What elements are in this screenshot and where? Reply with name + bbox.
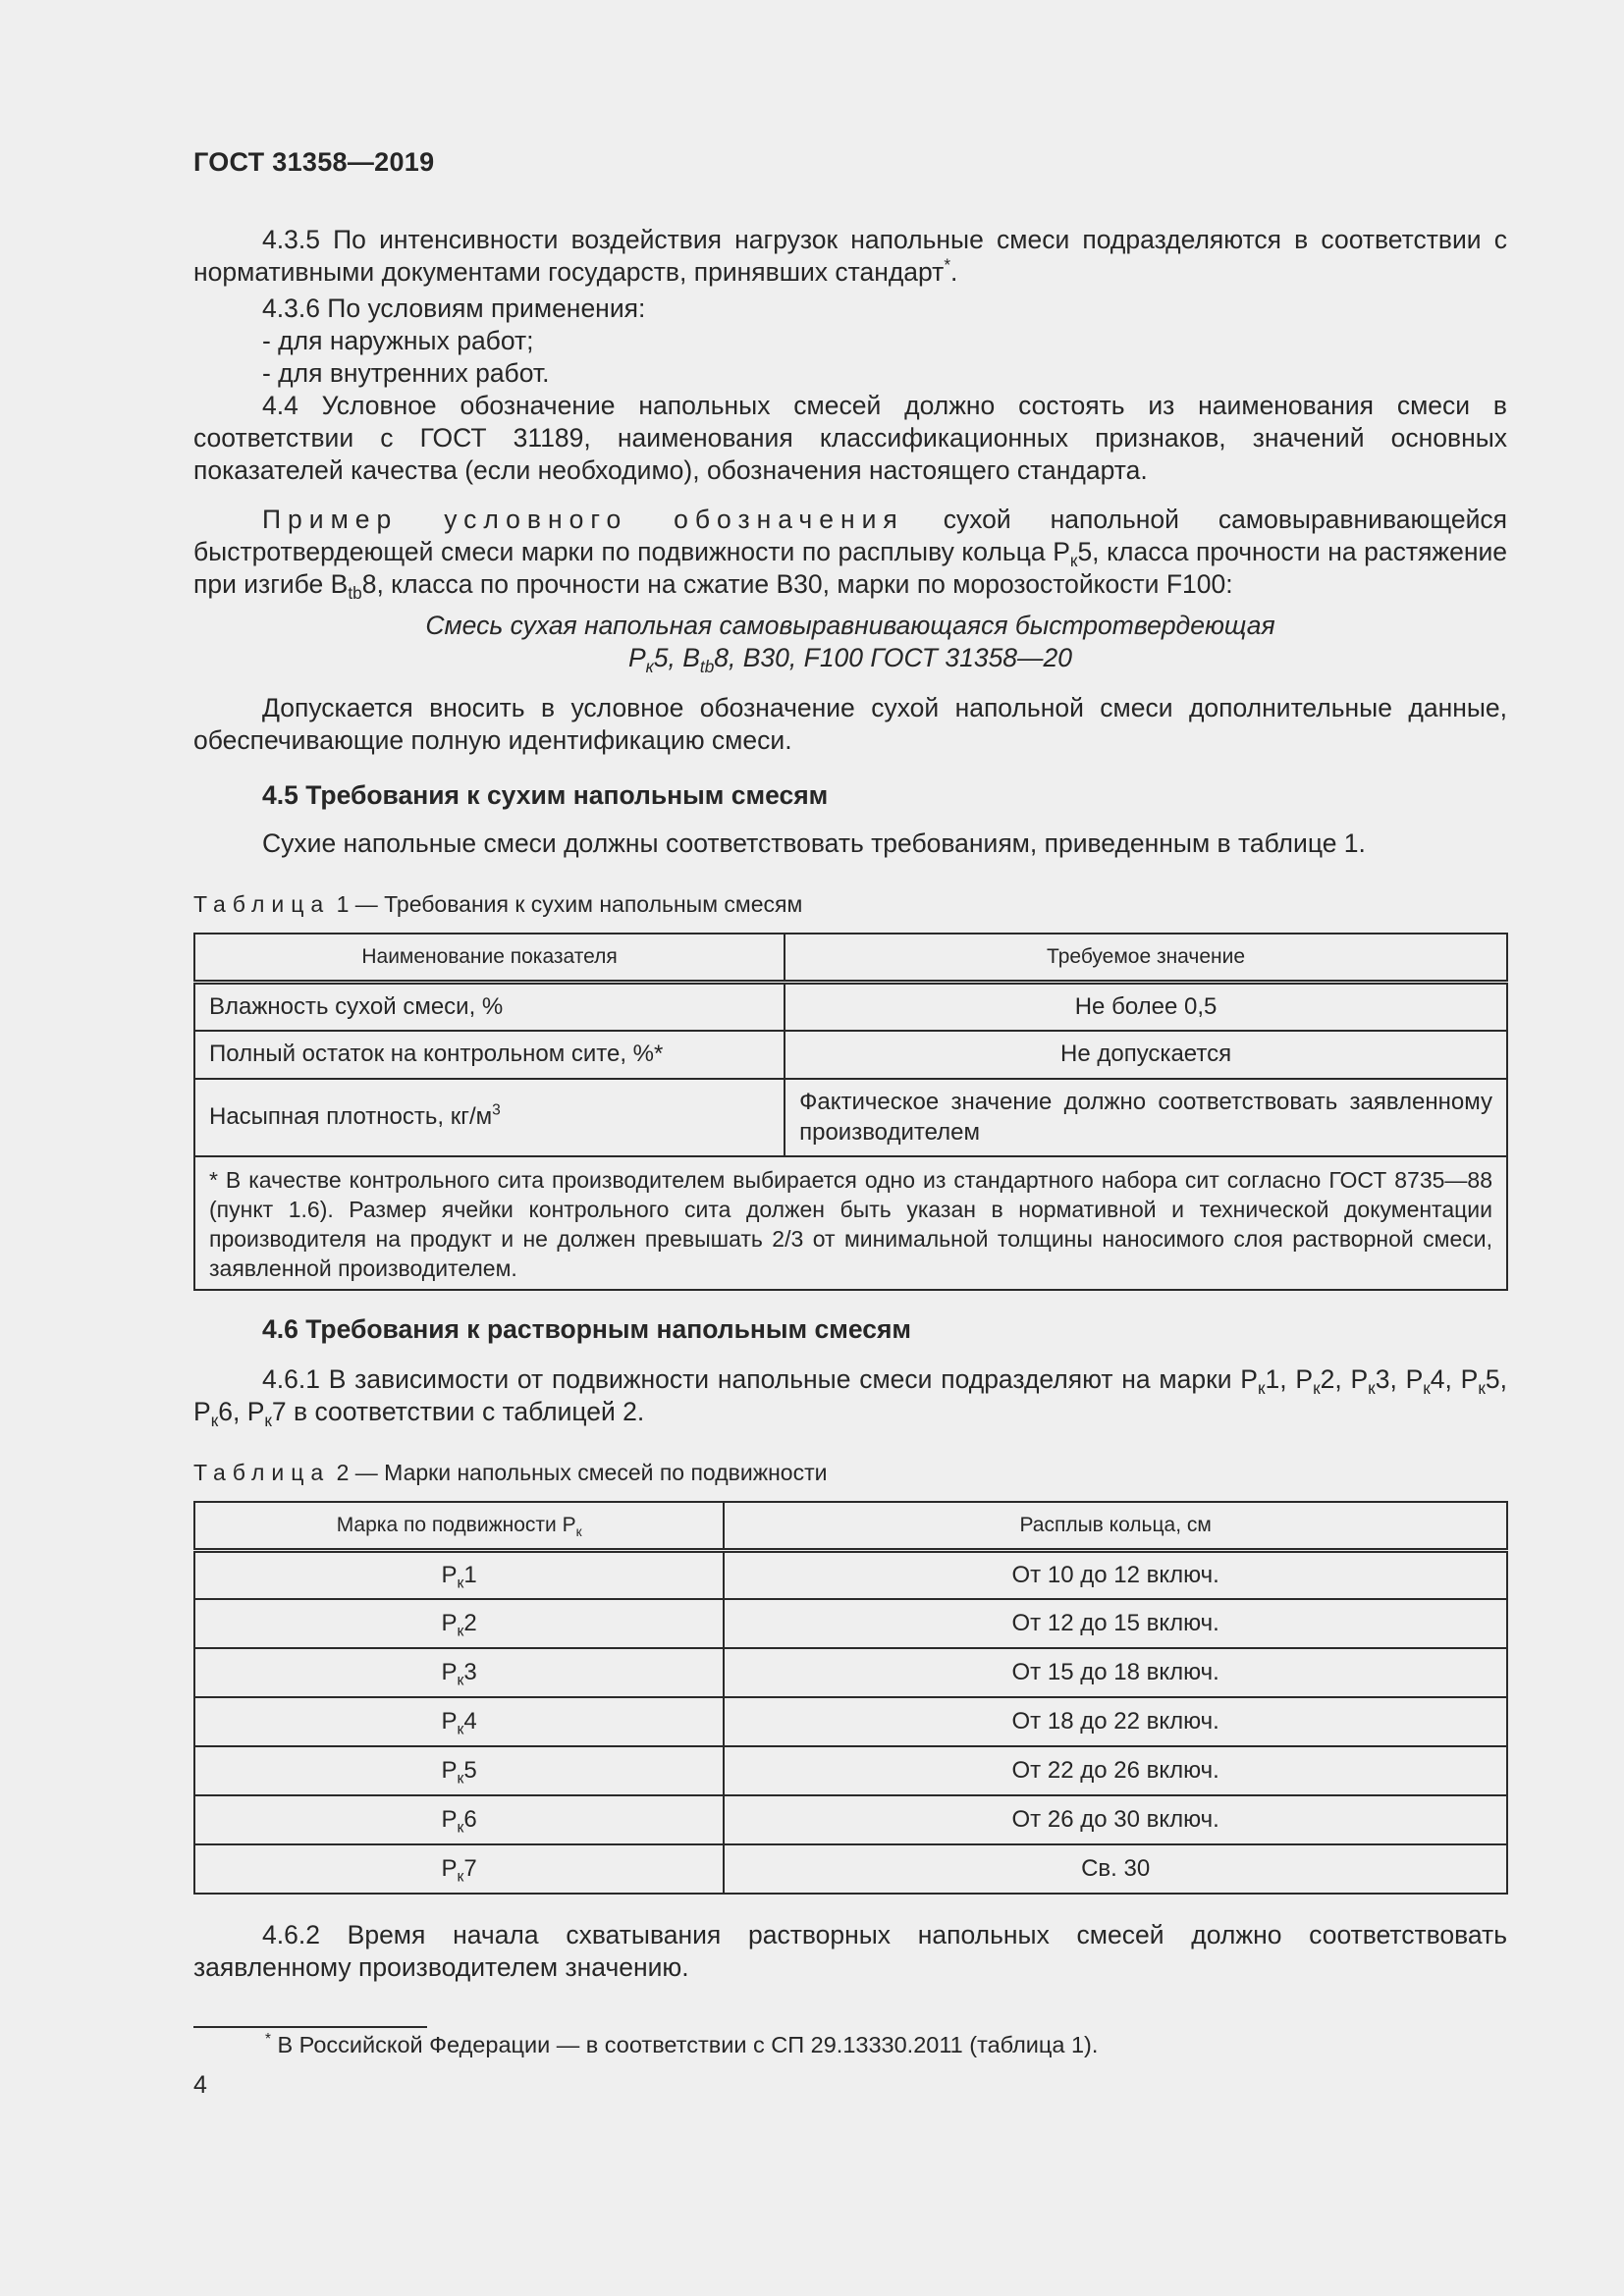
table-cell: Не допускается	[785, 1031, 1507, 1079]
page-number: 4	[193, 2071, 207, 2099]
table-cell	[194, 1795, 724, 1844]
cell-text: 3	[463, 1658, 477, 1685]
column-header: Требуемое значение	[785, 934, 1507, 983]
subscript: tb	[348, 583, 362, 604]
paragraph-text: 4, Р	[1430, 1364, 1479, 1394]
example-lead: Пример условного обозначения	[262, 505, 904, 534]
cell-text: Р	[441, 1854, 458, 1882]
table-row	[194, 1031, 1507, 1079]
table-row	[194, 1079, 1507, 1156]
paragraph-text: 3, Р	[1375, 1364, 1424, 1394]
cell-text: 6	[463, 1805, 477, 1833]
cell-text: 5	[463, 1756, 477, 1784]
example-text: 8, класса по прочности на сжатие В30, марки по морозостойкости F100:	[361, 569, 1233, 599]
table-cell	[194, 1551, 724, 1599]
list-item: - для наружных работ;	[262, 326, 534, 355]
paragraph-4-5: Сухие напольные смеси должны соответствовать требованиям, приведенным в таблице 1.	[262, 828, 1366, 858]
subscript: к	[457, 1671, 464, 1688]
paragraph-end: .	[950, 257, 958, 287]
example-paragraph	[193, 504, 1507, 604]
table-row	[194, 983, 1507, 1031]
table-cell	[194, 1844, 724, 1894]
caption-label: Таблица	[193, 891, 331, 917]
cell-text: 4	[463, 1707, 477, 1735]
table2-caption	[193, 1460, 827, 1486]
paragraph-allow: Допускается вносить в условное обозначение сухой напольной смеси дополнительные данные, обеспечивающие полную идентификацию смеси.	[193, 693, 1507, 755]
cell-text: Р	[441, 1707, 458, 1735]
paragraph-4-4: 4.4 Условное обозначение напольных смесей должно состоять из наименования смеси в соответствии с ГОСТ 31189, наименования классификационных признаков, значений основных показателей качества (если необходимо), обозначения настоящего стандарта.	[193, 391, 1507, 485]
designation-part: Р	[627, 643, 646, 672]
table-row	[194, 1746, 1507, 1795]
paragraph-4-3-6: 4.3.6 По условиям применения:	[262, 294, 646, 323]
subscript: к	[645, 657, 654, 677]
subscript: к	[457, 1622, 464, 1639]
table-cell: От 12 до 15 включ.	[724, 1599, 1507, 1648]
table1-caption	[193, 891, 802, 918]
table-cell	[194, 1746, 724, 1795]
table-cell: От 26 до 30 включ.	[724, 1795, 1507, 1844]
cell-text: 1	[463, 1561, 477, 1588]
subscript: к	[457, 1867, 464, 1885]
subscript: к	[457, 1575, 464, 1592]
superscript: 3	[492, 1101, 501, 1119]
example-text: сухой напольной самовыравнивающейся быстротвердеющей смеси марки по подвижности по расплыву кольца Р	[193, 505, 1507, 566]
subscript: к	[210, 1411, 219, 1431]
table-row	[194, 1697, 1507, 1746]
footnote-separator	[193, 2026, 427, 2028]
subscript: к	[264, 1411, 272, 1431]
subscript: к	[457, 1720, 464, 1737]
table-cell: Не более 0,5	[785, 983, 1507, 1031]
table-1	[193, 933, 1508, 1291]
paragraph-text: 7 в соответствии с таблицей 2.	[271, 1397, 645, 1426]
caption-label: Таблица	[193, 1460, 331, 1485]
subscript: tb	[699, 657, 715, 677]
subscript: к	[1368, 1378, 1376, 1399]
table-row	[194, 1844, 1507, 1894]
paragraph-4-3-5	[193, 224, 1507, 289]
column-header: Наименование показателя	[194, 934, 785, 983]
cell-text: Р	[441, 1658, 458, 1685]
paragraph-4-6-2: 4.6.2 Время начала схватывания растворных напольных смесей должно соответствовать заявленному производителем значению.	[193, 1920, 1507, 1982]
table-cell: Влажность сухой смеси, %	[194, 983, 785, 1031]
designation-part: 5, В	[653, 643, 700, 672]
table-cell: От 15 до 18 включ.	[724, 1648, 1507, 1697]
cell-text: Р	[441, 1561, 458, 1588]
table-2	[193, 1501, 1508, 1895]
subscript: к	[1478, 1378, 1486, 1399]
designation-part: 8, В30, F100 ГОСТ 31358—20	[714, 643, 1073, 672]
table-cell: Полный остаток на контрольном сите, %*	[194, 1031, 785, 1079]
subscript: к	[1069, 551, 1078, 571]
table-cell	[194, 1079, 785, 1156]
table-row	[194, 1648, 1507, 1697]
cell-text: 7	[463, 1854, 477, 1882]
table-row	[194, 1795, 1507, 1844]
footnote-marker: *	[265, 2030, 271, 2048]
subscript: к	[457, 1769, 464, 1787]
paragraph-text: 5, Р	[193, 1364, 1507, 1426]
table-row	[194, 1551, 1507, 1599]
table-cell: Фактическое значение должно соответствовать заявленному производителем	[785, 1079, 1507, 1156]
example-text: 5, класса прочности на растяжение при изгибе В	[193, 537, 1507, 599]
example-designation-line1: Смесь сухая напольная самовыравнивающаяся быстротвердеющая	[425, 611, 1275, 640]
table-note-row	[194, 1156, 1507, 1290]
footnote-text: В Российской Федерации — в соответствии с СП 29.13330.2011 (таблица 1).	[270, 2032, 1099, 2057]
table-cell	[194, 1599, 724, 1648]
subscript: к	[1313, 1378, 1321, 1399]
cell-text: Р	[441, 1756, 458, 1784]
table-cell: От 18 до 22 включ.	[724, 1697, 1507, 1746]
paragraph-text: 4.3.5 По интенсивности воздействия нагрузок напольные смеси подразделяются в соответствии с нормативными документами государств, принявших стандарт	[193, 225, 1507, 287]
column-header	[194, 1502, 724, 1551]
table-cell	[194, 1648, 724, 1697]
cell-text: Р	[441, 1805, 458, 1833]
section-heading-4-5: 4.5 Требования к сухим напольным смесям	[262, 780, 829, 810]
header-text: Марка по подвижности Р	[336, 1514, 576, 1536]
cell-text: 2	[463, 1609, 477, 1636]
subscript: к	[575, 1523, 582, 1539]
column-header: Расплыв кольца, см	[724, 1502, 1507, 1551]
table-cell: Св. 30	[724, 1844, 1507, 1894]
paragraph-text: 4.6.1 В зависимости от подвижности напольные смеси подразделяют на марки Р	[262, 1364, 1258, 1394]
cell-text: Р	[441, 1609, 458, 1636]
paragraph-text: 6, Р	[218, 1397, 265, 1426]
table-cell: От 10 до 12 включ.	[724, 1551, 1507, 1599]
caption-text: 1 — Требования к сухим напольным смесям	[330, 891, 803, 917]
subscript: к	[457, 1818, 464, 1836]
subscript: к	[1423, 1378, 1431, 1399]
paragraph-text: 2, Р	[1320, 1364, 1369, 1394]
subscript: к	[1257, 1378, 1266, 1399]
table-header-row	[194, 1502, 1507, 1551]
example-designation-line2	[193, 642, 1507, 677]
section-heading-4-6: 4.6 Требования к растворным напольным смесям	[262, 1314, 912, 1344]
list-item: - для внутренних работ.	[262, 358, 550, 388]
table-note: * В качестве контрольного сита производителем выбирается одно из стандартного набора сит согласно ГОСТ 8735—88 (пункт 1.6). Размер ячейки контрольного сита должен быть указан в нормативной и технической документации производителя на продукт и не должен превышать 2/3 от минимальной толщины наносимого слоя растворной смеси, заявленной производителем.	[194, 1156, 1507, 1290]
table-row	[194, 1599, 1507, 1648]
document-header: ГОСТ 31358—2019	[193, 147, 435, 177]
table-header-row	[194, 934, 1507, 983]
table-cell	[194, 1697, 724, 1746]
paragraph-4-6-1	[193, 1363, 1507, 1431]
table-cell: От 22 до 26 включ.	[724, 1746, 1507, 1795]
footnote	[265, 2032, 1098, 2058]
footnote-ref: *	[944, 254, 951, 275]
paragraph-text: 1, Р	[1265, 1364, 1314, 1394]
caption-text: 2 — Марки напольных смесей по подвижности	[330, 1460, 828, 1485]
cell-text: Насыпная плотность, кг/м	[209, 1103, 493, 1130]
